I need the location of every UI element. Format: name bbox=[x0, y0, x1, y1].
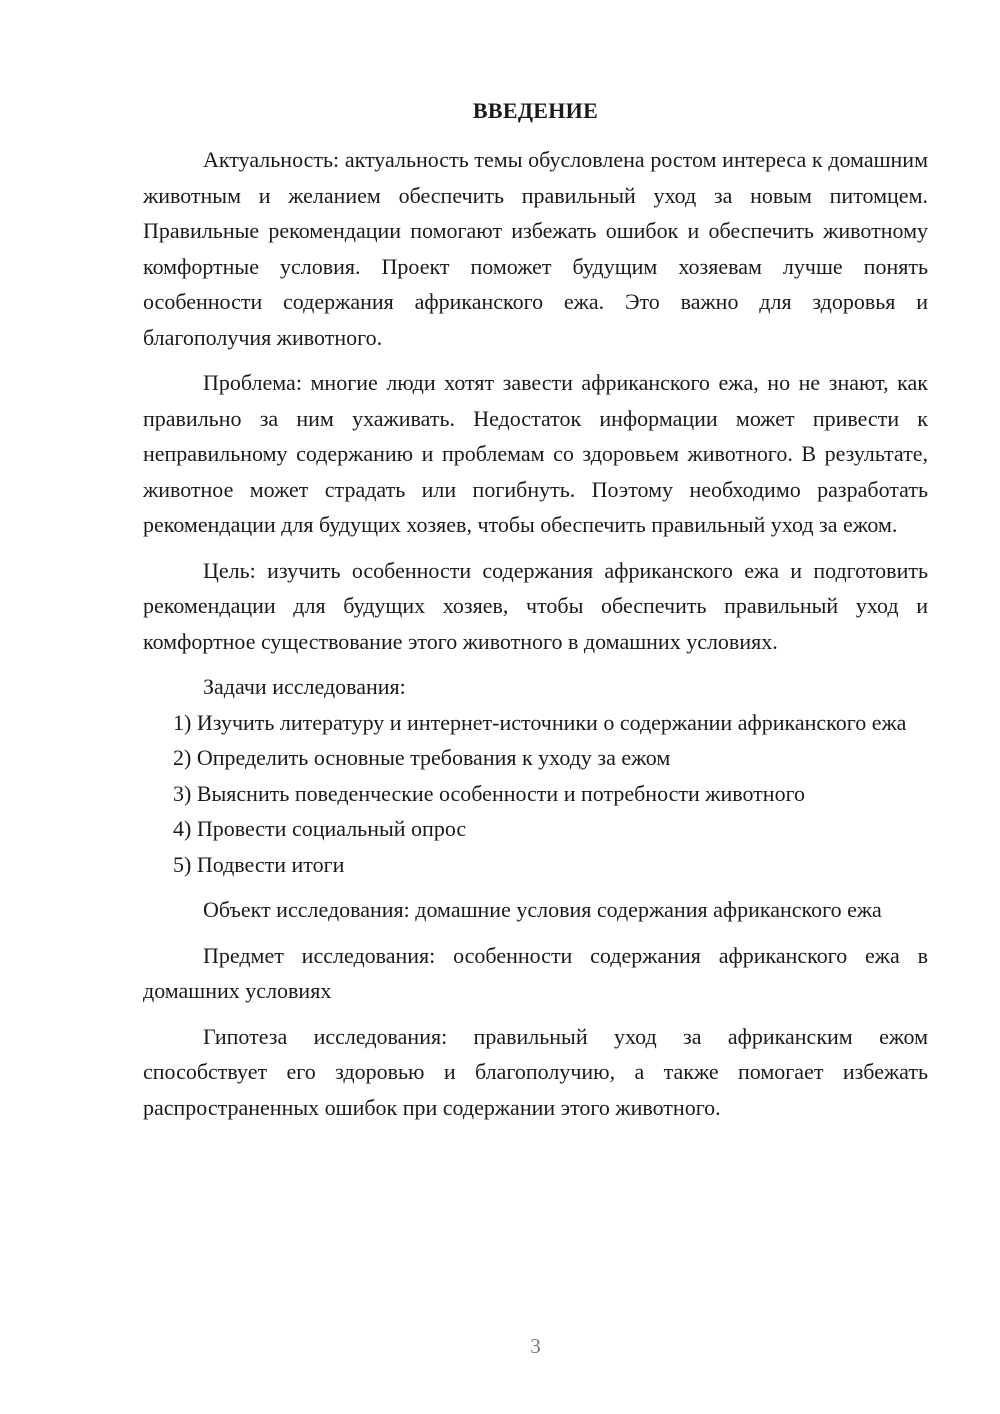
task-list-item: 5) Подвести итоги bbox=[173, 851, 345, 877]
paragraph-relevance: Актуальность: актуальность темы обусловлена ростом интереса к домашним животным и желанием обеспечить правильный уход за новым питомцем. Правильные рекомендации помогают избежать ошибок и обеспечить животному комфортные условия. Проект поможет будущим хозяевам лучше понять особенности содержания африканского ежа. Это важно для здоровья и благополучия животного. bbox=[143, 147, 928, 350]
paragraph-goal: Цель: изучить особенности содержания африканского ежа и подготовить рекомендации для будущих хозяев, чтобы обеспечить правильный уход и комфортное существование этого животного в домашних условиях. bbox=[143, 557, 928, 654]
paragraph-problem: Проблема: многие люди хотят завести африканского ежа, но не знают, как правильно за ним ухаживать. Недостаток информации может привести к неправильному содержанию и проблемам со здоровьем животного. В результате, животное может страдать или погибнуть. Поэтому необходимо разработать рекомендации для будущих хозяев, чтобы обеспечить правильный уход за ежом. bbox=[143, 370, 928, 537]
task-list-item: 2) Определить основные требования к уходу за ежом bbox=[173, 745, 671, 770]
tasks-heading: Задачи исследования: bbox=[203, 674, 406, 699]
task-list-item: 4) Провести социальный опрос bbox=[173, 816, 467, 841]
page-title: ВВЕДЕНИЕ bbox=[472, 98, 599, 123]
task-list-item: 1) Изучить литературу и интернет-источники о содержании африканского ежа bbox=[173, 709, 907, 735]
paragraph-object: Объект исследования: домашние условия содержания африканского ежа bbox=[203, 897, 882, 922]
task-list-item: 3) Выяснить поведенческие особенности и потребности животного bbox=[173, 780, 806, 806]
document-body bbox=[143, 142, 928, 1125]
document-page bbox=[143, 0, 928, 1414]
paragraph-hypothesis: Гипотеза исследования: правильный уход за африканским ежом способствует его здоровью и благополучию, а также помогает избежать распространенных ошибок при содержании этого животного. bbox=[143, 1023, 928, 1120]
paragraph-subject: Предмет исследования: особенности содержания африканского ежа в домашних условиях bbox=[143, 942, 928, 1003]
page-number: 3 bbox=[530, 1334, 541, 1358]
